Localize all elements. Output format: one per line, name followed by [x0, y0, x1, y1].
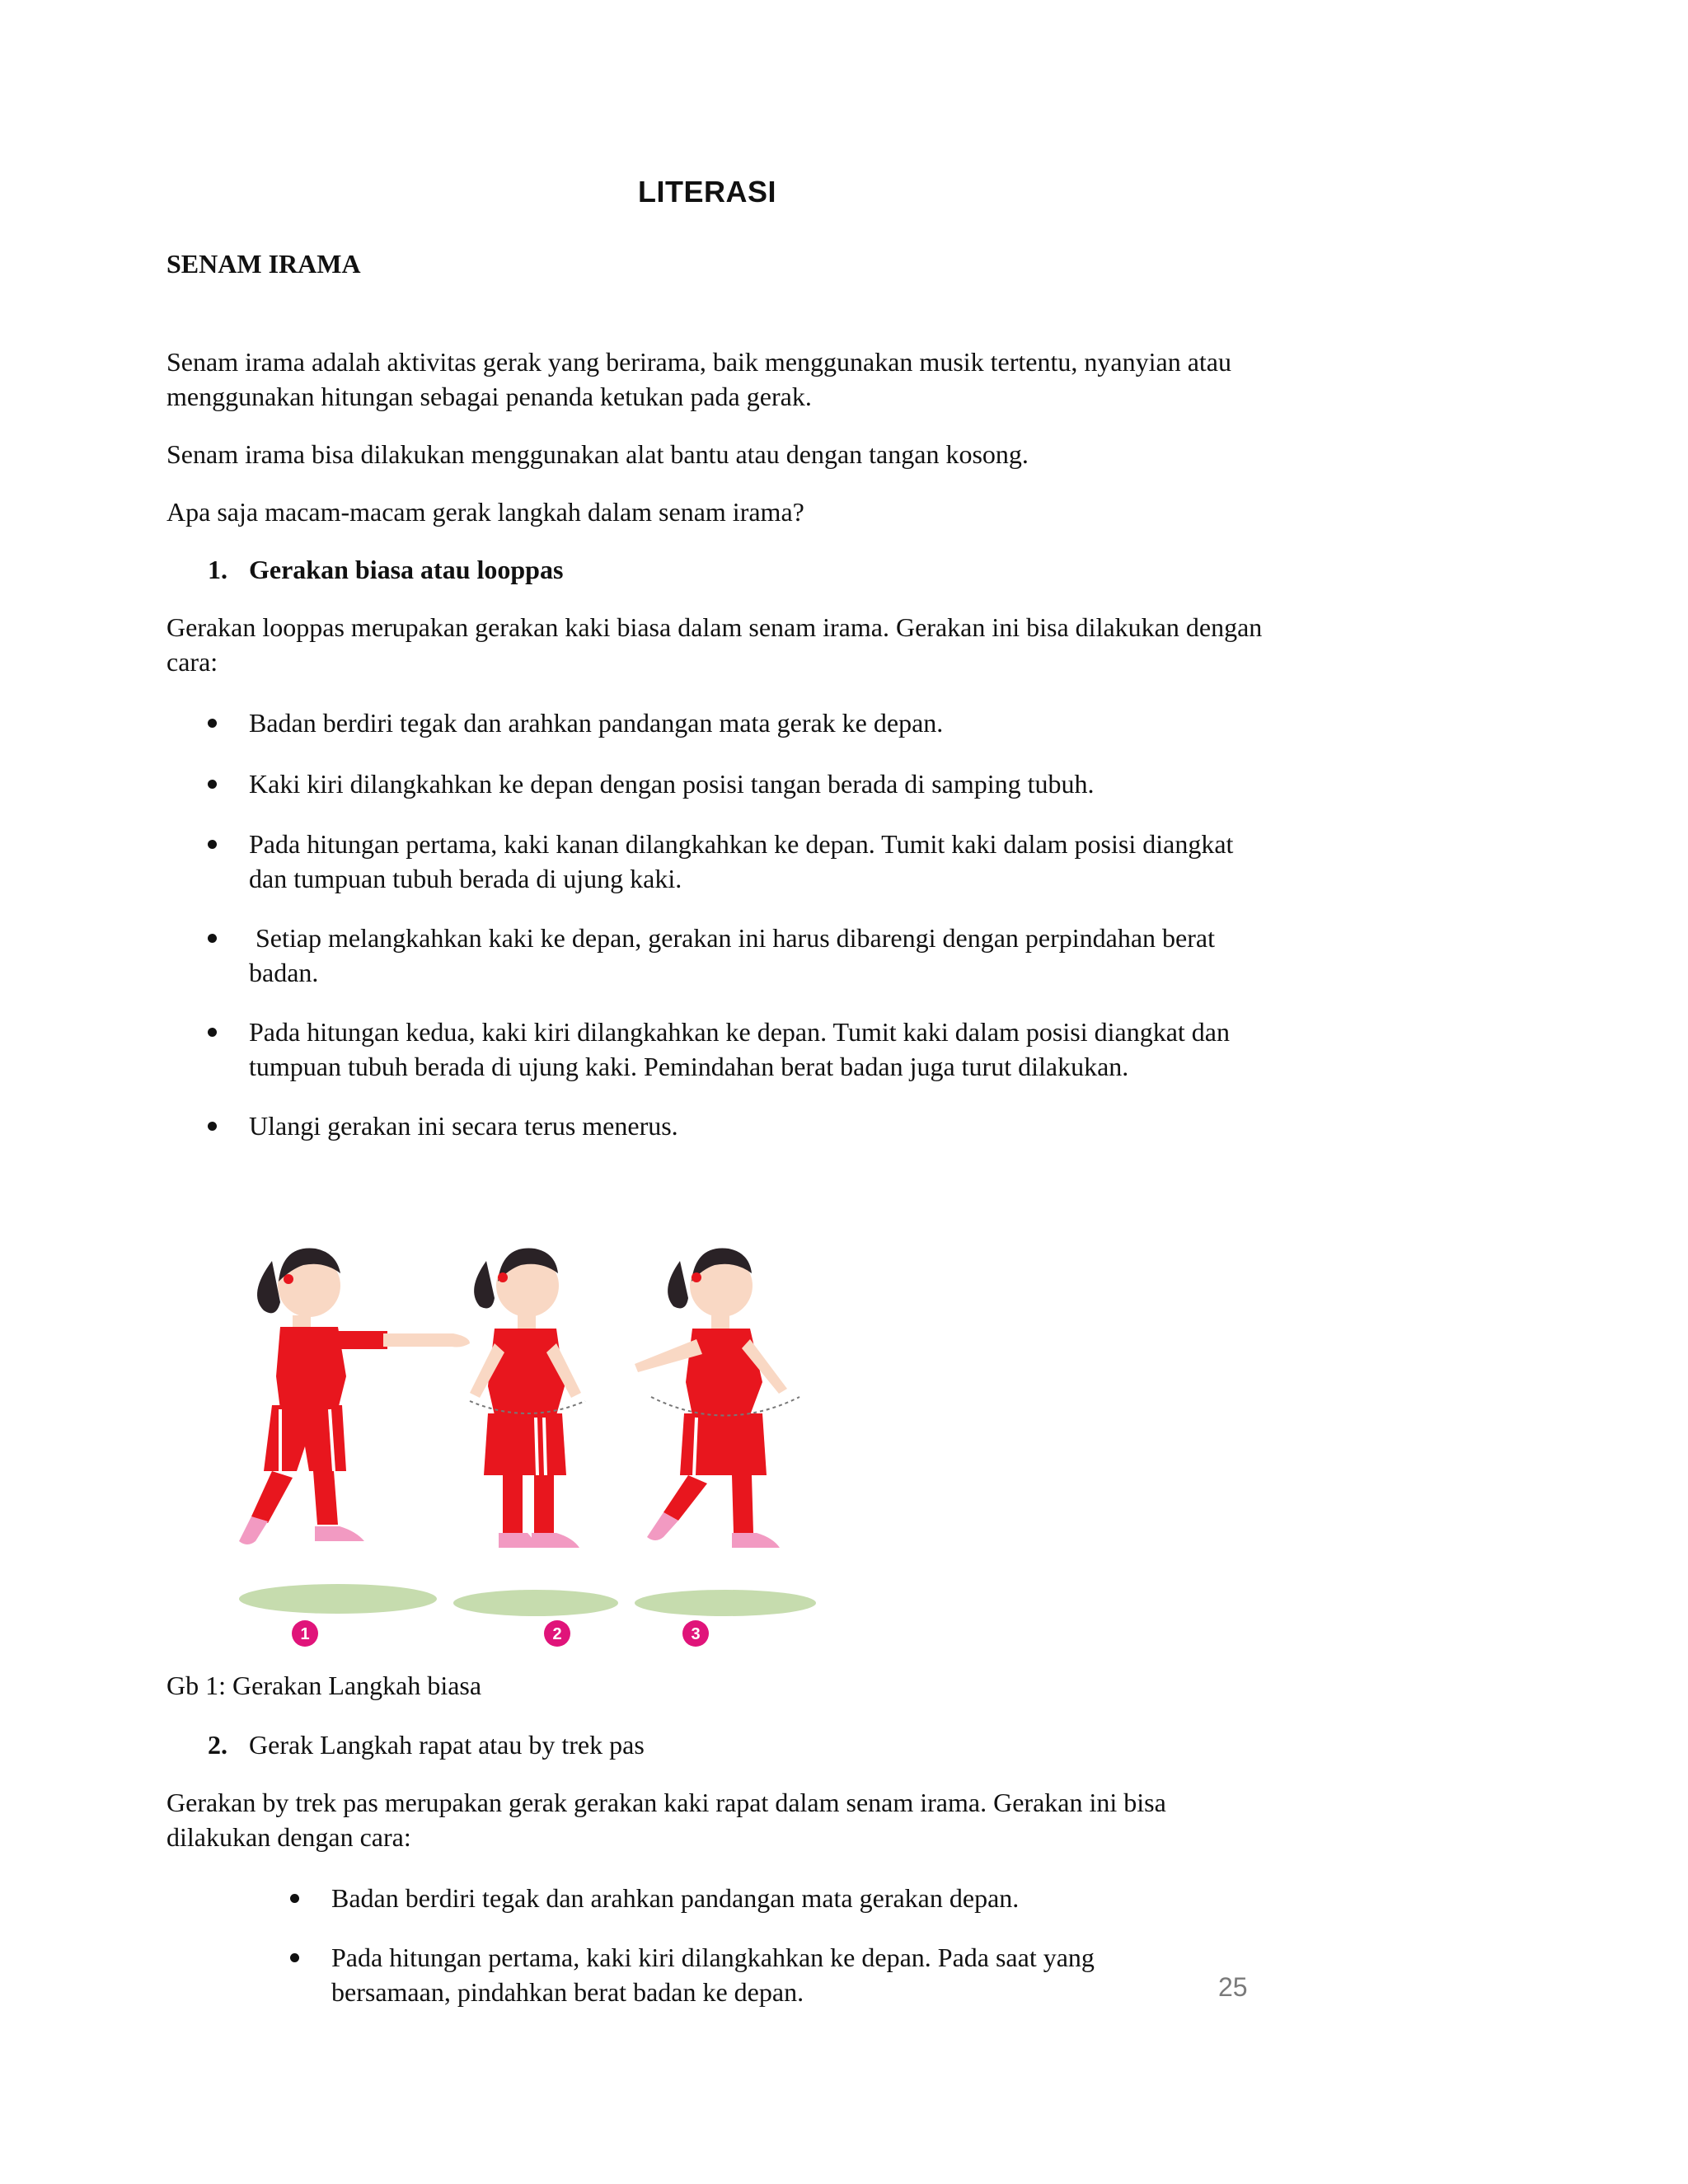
page-title: LITERASI — [637, 175, 776, 209]
bullet-dot — [208, 1028, 217, 1037]
step-markers — [292, 1620, 709, 1647]
ground-shadow — [453, 1590, 618, 1616]
item1-heading — [208, 552, 563, 587]
list-item-text: Badan berdiri tegak dan arahkan pandangan mata gerakan depan. — [331, 1883, 1020, 1913]
list-item-text: Badan berdiri tegak dan arahkan pandangan mata gerak ke depan. — [249, 708, 944, 738]
list-item-text: Setiap melangkahkan kaki ke depan, gerakan ini harus dibarengi dengan perpindahan berat badan. — [249, 923, 1221, 987]
item2-heading-text: Gerak Langkah rapat atau by trek pas — [249, 1730, 645, 1760]
item1-heading-text: Gerakan biasa atau looppas — [249, 555, 564, 584]
list-item-text: Ulangi gerakan ini secara terus menerus. — [249, 1111, 678, 1141]
section-title: SENAM IRAMA — [166, 249, 361, 279]
question-paragraph: Apa saja macam-macam gerak langkah dalam senam irama? — [166, 497, 804, 527]
figure-step-3 — [635, 1249, 816, 1617]
list-item — [208, 705, 1279, 740]
gerakan-langkah-illustration — [223, 1236, 865, 1648]
list-item-text: Kaki kiri dilangkahkan ke depan dengan posisi tangan berada di samping tubuh. — [249, 769, 1095, 799]
item1-number: 1. — [208, 555, 227, 584]
bullet-dot — [208, 840, 217, 849]
figure-caption: Gb 1: Gerakan Langkah biasa — [166, 1671, 482, 1700]
step-label: 2 — [552, 1625, 562, 1643]
bullet-dot — [208, 719, 217, 728]
figure-step-1 — [239, 1249, 470, 1615]
bullet-dot — [208, 934, 217, 943]
list-item-text: Pada hitungan pertama, kaki kanan dilangkahkan ke depan. Tumit kaki dalam posisi diangkat dan tumpuan tubuh berada di ujung kaki. — [249, 829, 1234, 893]
list-item — [208, 766, 1279, 801]
item1-intro: Gerakan looppas merupakan gerakan kaki biasa dalam senam irama. Gerakan ini bisa dilakukan dengan cara: — [166, 612, 1263, 677]
bullet-dot — [290, 1894, 299, 1903]
bullet-dot — [290, 1953, 299, 1962]
figure-step-2 — [453, 1249, 618, 1617]
item2-intro: Gerakan by trek pas merupakan gerak gerakan kaki rapat dalam senam irama. Gerakan ini bisa dilakukan dengan cara: — [166, 1788, 1166, 1852]
tools-paragraph: Senam irama bisa dilakukan menggunakan alat bantu atau dengan tangan kosong. — [166, 439, 1029, 469]
list-item-text: Pada hitungan pertama, kaki kiri dilangkahkan ke depan. Pada saat yang bersamaan, pindahkan berat badan ke depan. — [331, 1943, 1095, 2007]
list-item-text: Pada hitungan kedua, kaki kiri dilangkahkan ke depan. Tumit kaki dalam posisi diangkat dan tumpuan tubuh berada di ujung kaki. Pemindahan berat badan juga turut dilakukan. — [249, 1017, 1230, 1081]
list-item — [208, 1108, 1279, 1143]
step-label: 1 — [300, 1625, 310, 1643]
page-number: 25 — [1218, 1972, 1248, 2002]
list-item — [290, 1940, 1164, 2009]
bullet-dot — [208, 1122, 217, 1131]
list-item — [208, 921, 1279, 990]
list-item — [208, 827, 1279, 896]
intro-paragraph: Senam irama adalah aktivitas gerak yang berirama, baik menggunakan musik tertentu, nyanyian atau menggunakan hitungan sebagai penanda ketukan pada gerak. — [166, 347, 1231, 411]
ground-shadow — [239, 1584, 437, 1614]
list-item — [290, 1881, 1279, 1915]
step-label: 3 — [691, 1625, 701, 1643]
list-item — [208, 1015, 1279, 1084]
item2-heading — [208, 1727, 645, 1762]
bullet-dot — [208, 780, 217, 789]
item2-number: 2. — [208, 1730, 227, 1760]
ground-shadow — [635, 1590, 816, 1616]
